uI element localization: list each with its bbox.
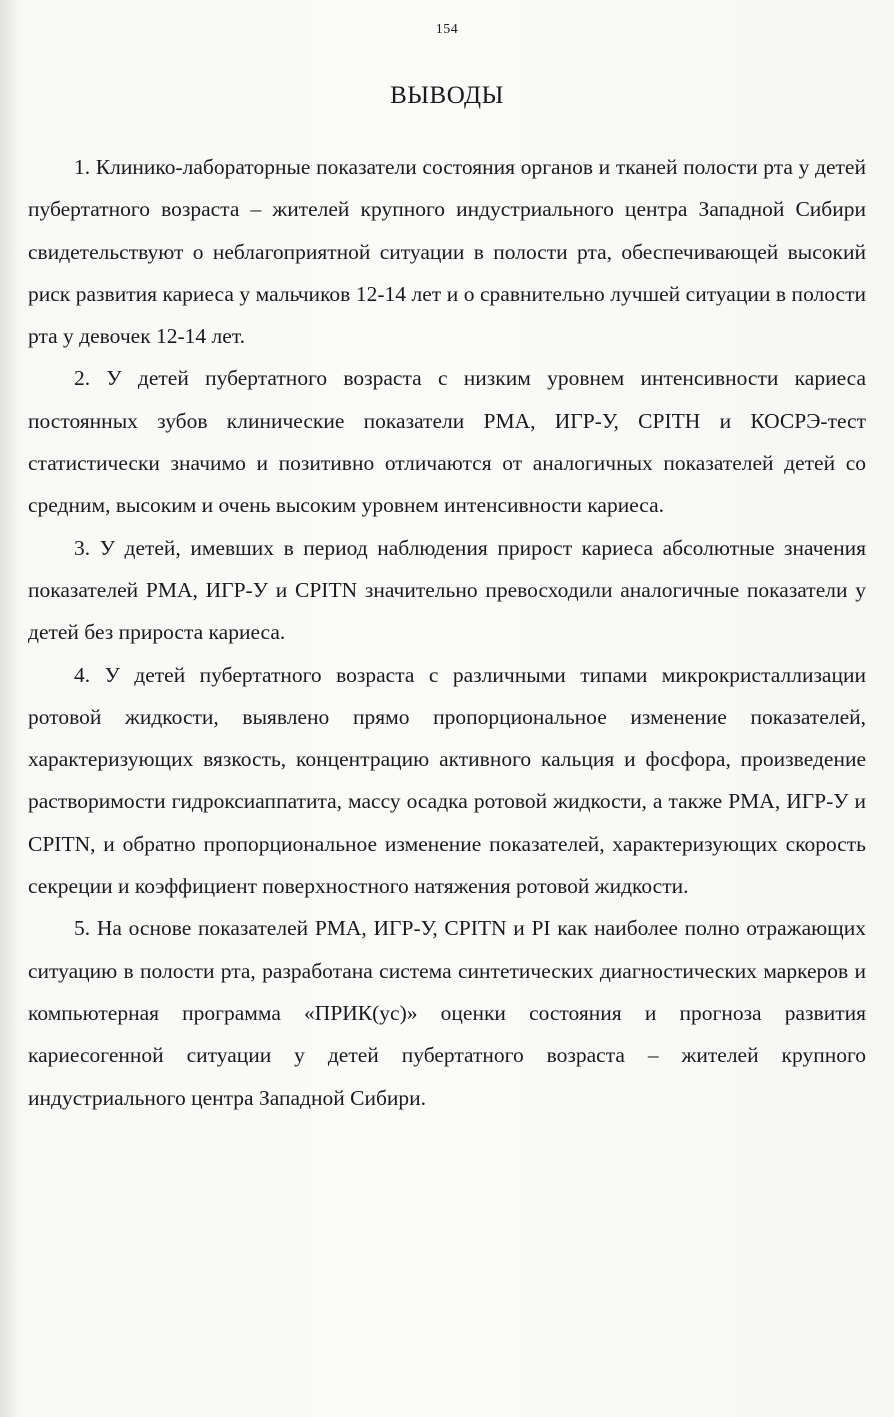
page-edge-shadow bbox=[0, 0, 18, 1417]
conclusion-paragraph-4: 4. У детей пубертатного возраста с различными типами микрокристаллизации ротовой жидкости, выявлено прямо пропорциональное изменение показателей, характеризующих вязкость, концентрацию активного кальция и фосфора, произведение растворимости гидроксиаппатита, массу осадка ротовой жидкости, а также РМА, ИГР-У и CPITN, и обратно пропорциональное изменение показателей, характеризующих скорость секреции и коэффициент поверхностного натяжения ротовой жидкости. bbox=[28, 662, 866, 899]
conclusion-paragraph-1: 1. Клинико-лабораторные показатели состояния органов и тканей полости рта у детей пубертатного возраста – жителей крупного индустриального центра Западной Сибири свидетельствуют о неблагоприятной ситуации в полости рта, обеспечивающей высокий риск развития кариеса у мальчиков 12-14 лет и о сравнительно лучшей ситуации в полости рта у девочек 12-14 лет. bbox=[28, 155, 866, 349]
conclusion-paragraph-2: 2. У детей пубертатного возраста с низким уровнем интенсивности кариеса постоянных зубов клинические показатели РМА, ИГР-У, CPITH и КОСРЭ-тест статистически значимо и позитивно отличаются от аналогичных показателей детей со средним, высоким и очень высоким уровнем интенсивности кариеса. bbox=[28, 366, 866, 518]
page-number: 154 bbox=[435, 22, 459, 37]
conclusion-paragraph-3: 3. У детей, имевших в период наблюдения прирост кариеса абсолютные значения показателей РМА, ИГР-У и CPITN значительно превосходили аналогичные показатели у детей без прироста кариеса. bbox=[28, 535, 866, 645]
conclusion-paragraph-5: 5. На основе показателей РМА, ИГР-У, CPITN и PI как наиболее полно отражающих ситуацию в полости рта, разработана система синтетических диагностических маркеров и компьютерная программа «ПРИК(ус)» оценки состояния и прогноза развития кариесогенной ситуации у детей пубертатного возраста – жителей крупного индустриального центра Западной Сибири. bbox=[28, 916, 866, 1110]
conclusions-list bbox=[28, 146, 866, 1119]
section-title: ВЫВОДЫ bbox=[390, 82, 504, 109]
